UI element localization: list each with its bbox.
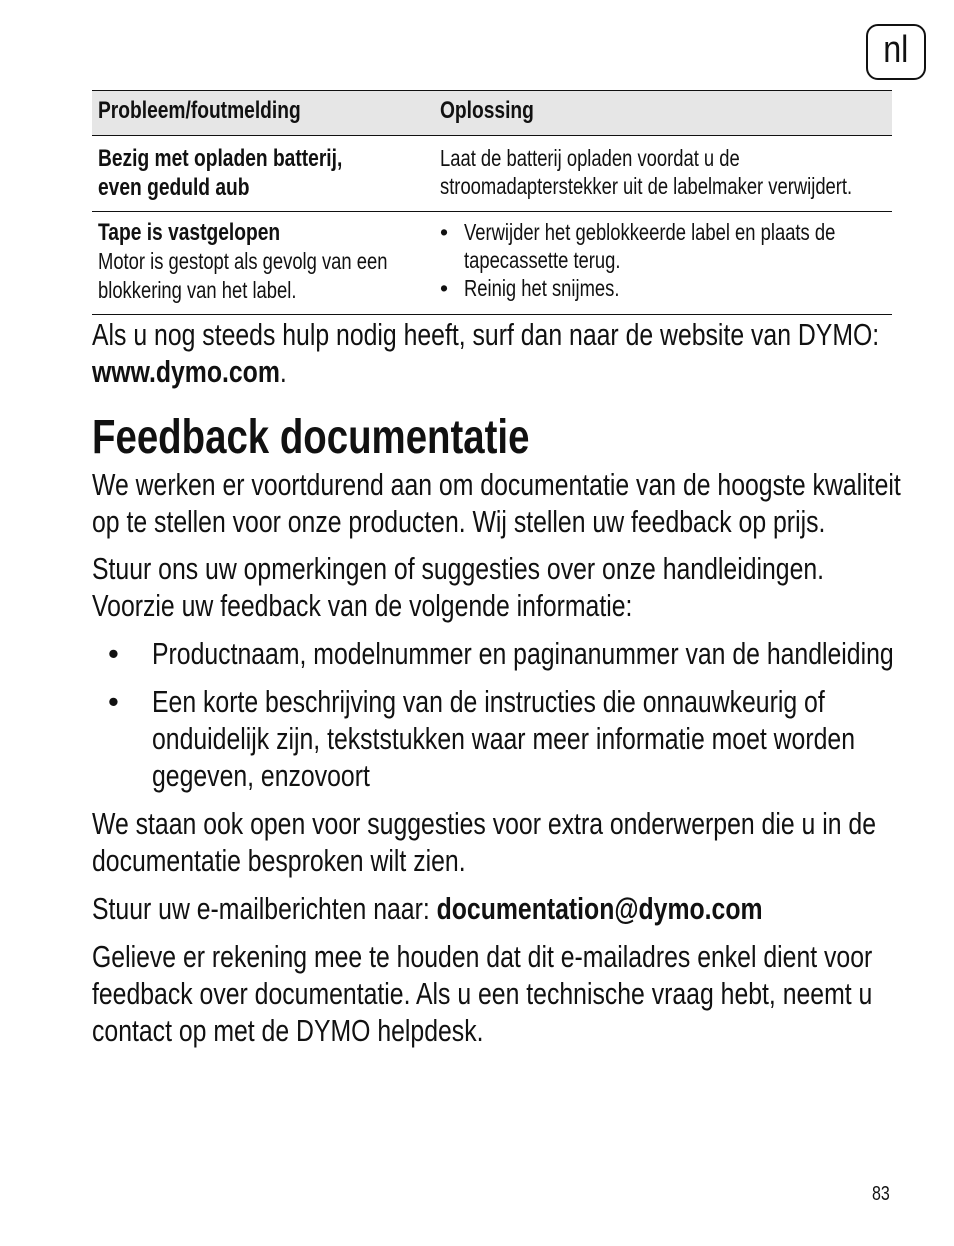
row-divider — [92, 211, 892, 212]
paragraph-request: Stuur ons uw opmerkingen of suggesties over onze handleidingen. Voorzie uw feedback van de volgende informatie: — [92, 551, 825, 623]
paragraph-notice: Gelieve er rekening mee te houden dat dit e-mailadres enkel dient voor feedback over documentatie. Als u een technische vraag hebt, neemt u contact op met de DYMO helpdesk. — [92, 939, 873, 1048]
paragraph-intro: We werken er voortdurend aan om documentatie van de hoogste kwaliteit op te stellen voor onze producten. Wij stellen uw feedback op prijs. — [92, 467, 901, 539]
table-row-2-solution — [440, 218, 890, 308]
table-row-1-problem: Bezig met opladen batterij, even geduld aub — [98, 145, 343, 201]
website-link[interactable]: www.dymo.com — [92, 354, 280, 389]
list-bullet: • — [108, 684, 119, 719]
list-bullet: • — [108, 636, 119, 671]
column-header-solution: Oplossing — [440, 97, 534, 124]
table-bottom-rule — [92, 314, 892, 315]
list-item: Productnaam, modelnummer en paginanummer van de handleiding — [152, 636, 894, 671]
solution-bullet: • Verwijder het geblokkeerde label en plaats de tapecassette terug. — [440, 219, 836, 273]
solution-bullet: • Reinig het snijmes. — [440, 275, 620, 301]
page-number: 83 — [872, 1183, 890, 1205]
list-item: Een korte beschrijving van de instructies die onnauwkeurig of onduidelijk zijn, tekststukken waar meer informatie moet worden gegeven, enzovoort — [152, 684, 855, 793]
paragraph-suggestions: We staan ook open voor suggesties voor extra onderwerpen die u in de documentatie besproken wilt zien. — [92, 806, 876, 878]
help-text: Als u nog steeds hulp nodig heeft, surf dan naar de website van DYMO: www.dymo.com. — [92, 317, 880, 389]
language-badge: nl — [866, 24, 926, 80]
email-line: Stuur uw e-mailberichten naar: documentation@dymo.com — [92, 891, 763, 926]
table-row-2-problem: Tape is vastgelopen Motor is gestopt als gevolg van een blokkering van het label. — [98, 219, 388, 303]
table-row-1-solution: Laat de batterij opladen voordat u de stroomadapterstekker uit de labelmaker verwijdert. — [440, 145, 853, 199]
column-header-problem: Probleem/foutmelding — [98, 97, 301, 124]
email-link[interactable]: documentation@dymo.com — [436, 891, 763, 926]
section-title: Feedback documentatie — [92, 411, 530, 464]
